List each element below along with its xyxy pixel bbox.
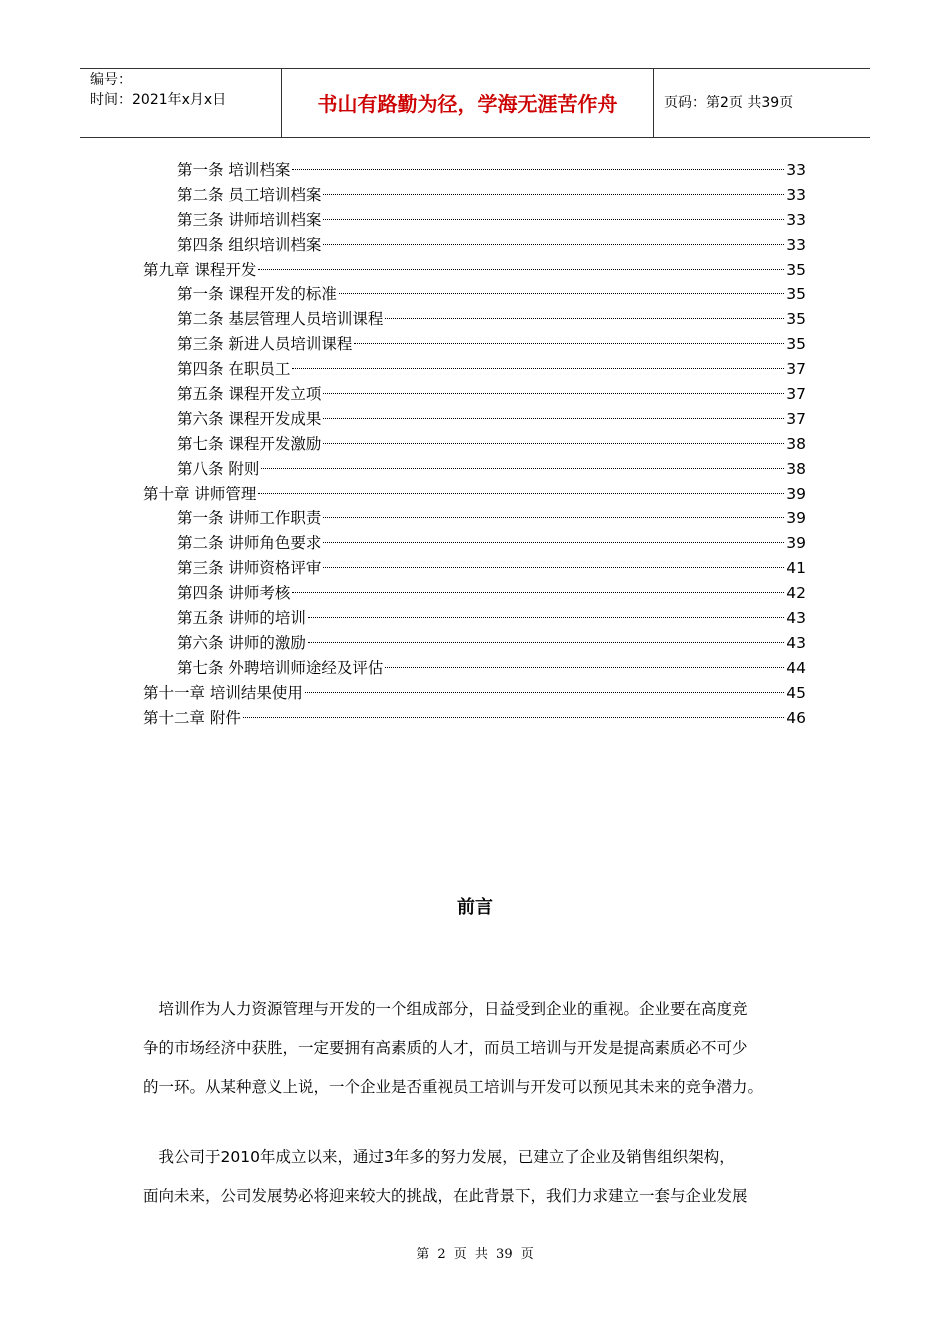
document-number-label: 编号： <box>90 72 132 88</box>
toc-entry-title: 第二条 员工培训档案 <box>177 185 322 204</box>
toc-leader-dots <box>261 468 784 469</box>
toc-entry[interactable] <box>143 233 806 258</box>
toc-entry-title: 第三条 讲师培训档案 <box>177 210 322 229</box>
toc-entry-page: 33 <box>786 210 806 229</box>
toc-entry[interactable] <box>143 382 806 407</box>
preface-title: 前言 <box>457 897 493 918</box>
toc-entry[interactable] <box>143 158 806 183</box>
header-page-label: 页码：第2页 共39页 <box>664 95 794 111</box>
toc-leader-dots <box>323 542 784 543</box>
toc-entry[interactable] <box>143 506 806 531</box>
toc-leader-dots <box>308 617 784 618</box>
toc-entry[interactable] <box>143 357 806 382</box>
toc-entry-page: 35 <box>786 335 806 354</box>
toc-entry[interactable] <box>143 457 806 482</box>
paragraph-line: 培训作为人力资源管理与开发的一个组成部分，日益受到企业的重视。企业要在高度竞 <box>143 1000 748 1018</box>
toc-entry-page: 35 <box>786 260 806 279</box>
toc-entry[interactable] <box>143 681 806 706</box>
toc-entry-title: 第二条 基层管理人员培训课程 <box>177 310 384 329</box>
toc-entry-page: 33 <box>786 161 806 179</box>
toc-leader-dots <box>385 667 784 668</box>
paragraph-line: 面向未来，公司发展势必将迎来较大的挑战，在此背景下，我们力求建立一套与企业发展 <box>143 1187 748 1205</box>
toc-leader-dots <box>243 717 784 718</box>
toc-entry[interactable] <box>143 706 806 731</box>
toc-entry[interactable] <box>143 307 806 332</box>
toc-leader-dots <box>323 194 784 195</box>
toc-entry-page: 33 <box>786 235 806 254</box>
paragraph-line: 我公司于2010年成立以来，通过3年多的努力发展，已建立了企业及销售组织架构， <box>143 1148 735 1166</box>
toc-entry-page: 39 <box>786 484 806 503</box>
header-motto: 书山有路勤为径，学海无涯苦作舟 <box>317 92 618 116</box>
toc-entry-page: 38 <box>786 434 806 453</box>
toc-entry-page: 41 <box>786 559 806 578</box>
toc-leader-dots <box>258 269 784 270</box>
toc-entry-title: 第十章 讲师管理 <box>143 484 257 503</box>
toc-leader-dots <box>305 692 784 693</box>
toc-leader-dots <box>292 169 784 170</box>
toc-entry[interactable] <box>143 581 806 606</box>
toc-entry-page: 43 <box>786 633 806 652</box>
toc-entry-title: 第三条 讲师资格评审 <box>177 559 322 578</box>
toc-entry-title: 第六条 课程开发成果 <box>177 409 322 428</box>
toc-entry-title: 第五条 讲师的培训 <box>177 609 306 628</box>
toc-entry[interactable] <box>143 258 806 283</box>
toc-entry-title: 第六条 讲师的激励 <box>177 633 306 652</box>
toc-entry-title: 第一条 培训档案 <box>177 161 291 179</box>
toc-entry-title: 第十一章 培训结果使用 <box>143 683 303 702</box>
page-footer: 第 2 页 共 39 页 <box>416 1247 534 1262</box>
toc-entry-page: 37 <box>786 385 806 404</box>
toc-entry-title: 第一条 课程开发的标准 <box>177 285 337 304</box>
toc-entry-title: 第十二章 附件 <box>143 708 241 727</box>
toc-entry-page: 37 <box>786 360 806 379</box>
toc-leader-dots <box>339 293 784 294</box>
header-meta-cell <box>80 69 282 137</box>
toc-entry[interactable] <box>143 208 806 233</box>
toc-entry-page: 44 <box>786 658 806 677</box>
header-page-cell <box>654 69 870 137</box>
preface-paragraph-1 <box>143 990 823 1107</box>
toc-entry-title: 第四条 讲师考核 <box>177 584 291 603</box>
toc-entry-page: 39 <box>786 534 806 553</box>
toc-entry-page: 35 <box>786 285 806 304</box>
toc-entry[interactable] <box>143 183 806 208</box>
toc-entry-page: 38 <box>786 459 806 478</box>
paragraph-line: 争的市场经济中获胜，一定要拥有高素质的人才，而员工培训与开发是提高素质必不可少 <box>143 1039 748 1057</box>
toc-entry-title: 第一条 讲师工作职责 <box>177 509 322 528</box>
toc-leader-dots <box>323 418 784 419</box>
header-motto-cell <box>282 69 654 137</box>
toc-entry-page: 37 <box>786 409 806 428</box>
toc-leader-dots <box>354 343 784 344</box>
toc-entry-page: 43 <box>786 609 806 628</box>
toc-entry-title: 第四条 组织培训档案 <box>177 235 322 254</box>
table-of-contents <box>143 158 806 730</box>
toc-leader-dots <box>292 592 784 593</box>
toc-entry-title: 第八条 附则 <box>177 459 260 478</box>
toc-entry[interactable] <box>143 482 806 507</box>
toc-entry-page: 45 <box>786 683 806 702</box>
toc-leader-dots <box>258 493 784 494</box>
toc-leader-dots <box>308 642 784 643</box>
document-header <box>80 68 870 138</box>
document-time-label: 时间：2021年x月x日 <box>90 92 227 108</box>
toc-entry-page: 35 <box>786 310 806 329</box>
toc-entry[interactable] <box>143 631 806 656</box>
toc-entry[interactable] <box>143 556 806 581</box>
paragraph-line: 的一环。从某种意义上说，一个企业是否重视员工培训与开发可以预见其未来的竞争潜力。 <box>143 1078 764 1096</box>
toc-leader-dots <box>323 517 784 518</box>
toc-entry[interactable] <box>143 432 806 457</box>
toc-entry-page: 33 <box>786 185 806 204</box>
toc-entry-title: 第三条 新进人员培训课程 <box>177 335 353 354</box>
toc-entry[interactable] <box>143 282 806 307</box>
toc-leader-dots <box>323 567 784 568</box>
toc-leader-dots <box>292 368 784 369</box>
toc-entry[interactable] <box>143 407 806 432</box>
toc-entry-title: 第九章 课程开发 <box>143 260 257 279</box>
preface-paragraph-2 <box>143 1138 823 1216</box>
toc-entry-title: 第七条 外聘培训师途经及评估 <box>177 658 384 677</box>
toc-leader-dots <box>323 443 784 444</box>
toc-entry-title: 第七条 课程开发激励 <box>177 434 322 453</box>
toc-entry[interactable] <box>143 656 806 681</box>
toc-entry-title: 第五条 课程开发立项 <box>177 385 322 404</box>
toc-entry-title: 第二条 讲师角色要求 <box>177 534 322 553</box>
toc-entry[interactable] <box>143 332 806 357</box>
toc-leader-dots <box>323 219 784 220</box>
toc-entry-page: 42 <box>786 584 806 603</box>
toc-leader-dots <box>385 318 784 319</box>
toc-entry-page: 39 <box>786 509 806 528</box>
toc-entry-title: 第四条 在职员工 <box>177 360 291 379</box>
toc-entry[interactable] <box>143 606 806 631</box>
toc-entry-page: 46 <box>786 708 806 727</box>
toc-leader-dots <box>323 244 784 245</box>
toc-leader-dots <box>323 393 784 394</box>
toc-entry[interactable] <box>143 531 806 556</box>
